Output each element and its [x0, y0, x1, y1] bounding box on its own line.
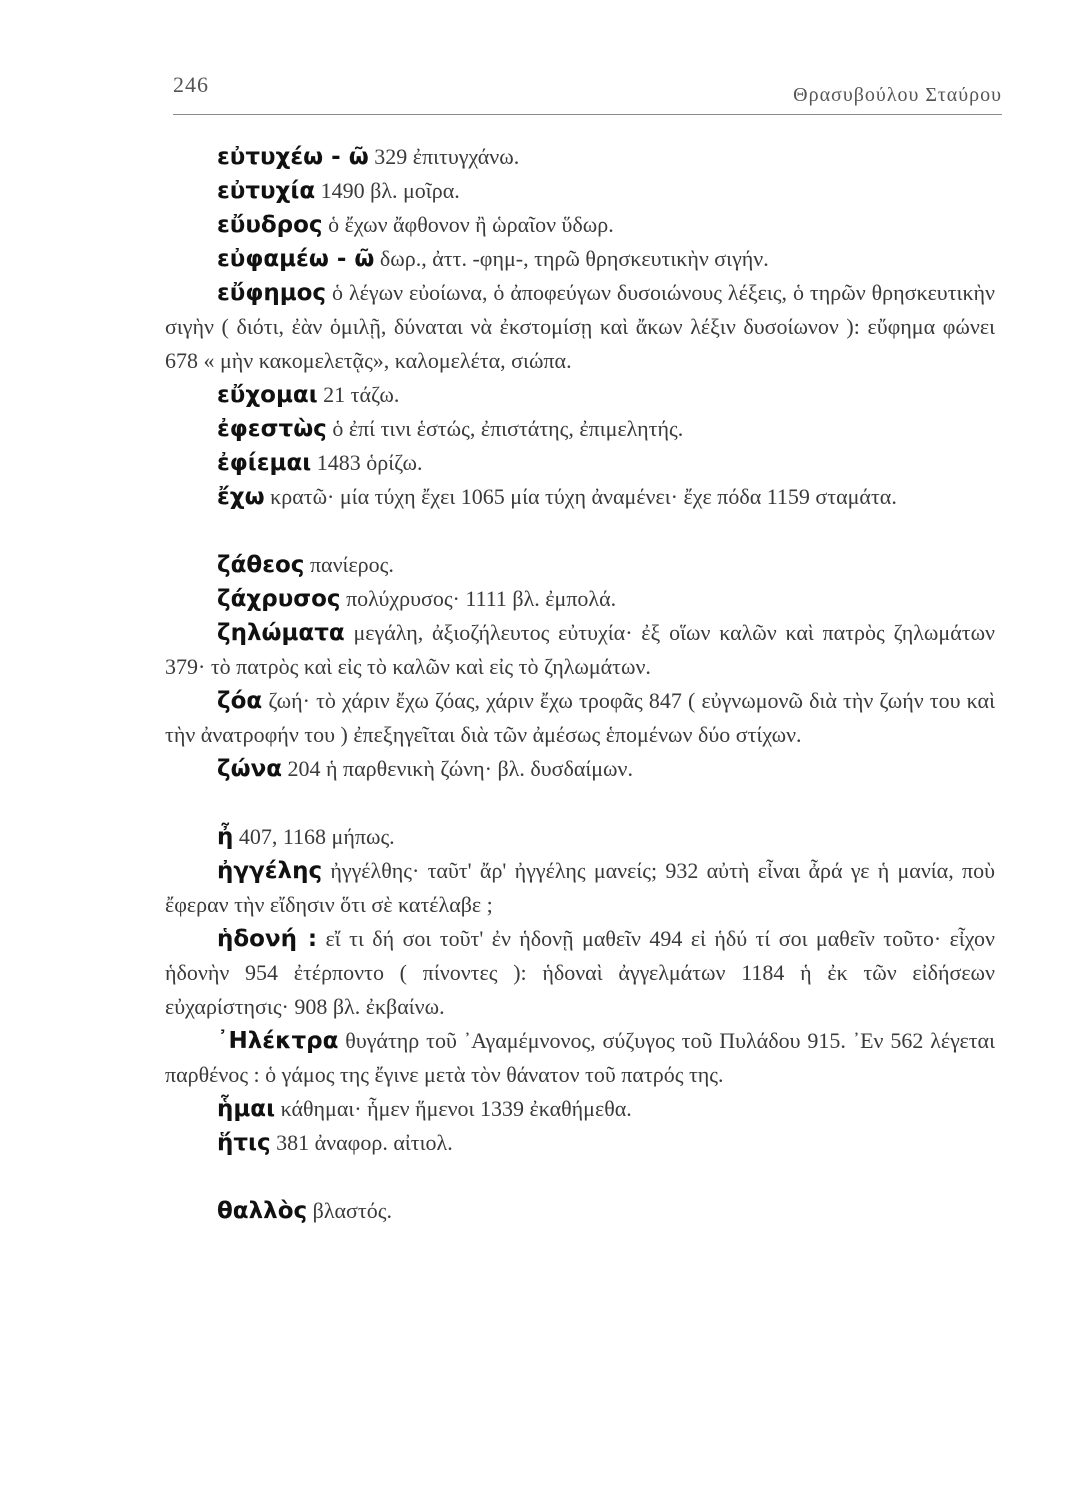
entry-zatheos: [165, 548, 995, 582]
entry-zoa: [165, 684, 995, 752]
definition: 381 ἀναφορ. αἰτιολ.: [270, 1130, 453, 1155]
entry-eggeles: [165, 854, 995, 922]
entry-echo: [165, 480, 995, 514]
definition: 204 ἡ παρθενικὴ ζώνη· βλ. δυσδαίμων.: [282, 756, 633, 781]
headword: εὐτυχία: [217, 178, 316, 204]
headword: εὐφαμέω - ῶ: [217, 246, 375, 272]
headword: ἔχω: [217, 484, 265, 510]
headword: ἥτις: [217, 1130, 271, 1156]
definition: πολύχρυσος· 1111 βλ. ἐμπολά.: [340, 586, 617, 611]
headword: ἧμαι: [217, 1096, 276, 1122]
headword: ἡδονή :: [217, 926, 318, 952]
definition: ζωή· τὸ χάριν ἔχω ζόας, χάριν ἔχω τροφᾶς 847 ( εὐγνωμονῶ διὰ τὴν ζωήν του καὶ τὴν ἀνατροφήν του ) ἐπεξηγεῖται διὰ τῶν ἀμέσως ἑπομένων δύο στίχων.: [165, 688, 995, 747]
entry-euphemos: [165, 276, 995, 378]
definition: κρατῶ· μία τύχη ἔχει 1065 μία τύχη ἀναμένει· ἔχε πόδα 1159 σταμάτα.: [264, 484, 897, 509]
glossary-body: [165, 140, 995, 1228]
entry-hemai: [165, 1092, 995, 1126]
headword: ζάχρυσος: [217, 586, 341, 612]
headword: ζάθεος: [217, 552, 305, 578]
entry-hedone: [165, 922, 995, 1024]
entry-elektra: [165, 1024, 995, 1092]
section-gap: [165, 786, 995, 820]
section-gap: [165, 1160, 995, 1194]
definition: 329 ἐπιτυγχάνω.: [368, 144, 520, 169]
definition: μεγάλη, ἀξιοζήλευτος εὐτυχία· ἐξ οἵων καλῶν καὶ πατρὸς ζηλωμάτων 379· τὸ πατρὸς καὶ εἰς τὸ καλῶν καὶ εἰς τὸ ζηλωμάτων.: [165, 620, 995, 679]
entry-euphameo: [165, 242, 995, 276]
entry-eutychia: [165, 174, 995, 208]
entry-zona: [165, 752, 995, 786]
entry-ephestos: [165, 412, 995, 446]
definition: ὁ λέγων εὐοίωνα, ὁ ἀποφεύγων δυσοιώνους λέξεις, ὁ τηρῶν θρησκευτικὴν σιγὴν ( διότι, ἐὰν ὁμιλῇ, δύναται νὰ ἐκστομίσῃ καὶ ἄκων λέξιν δυσοίωνον ): εὔφημα φώνει 678 « μὴν κακομελετᾷς», καλομελέτα, σιώπα.: [165, 280, 995, 373]
headword: ᾿Ηλέκτρα: [217, 1028, 339, 1054]
definition: δωρ., ἀττ. -φημ-, τηρῶ θρησκευτικὴν σιγήν.: [374, 246, 769, 271]
header-rule: [173, 114, 1002, 115]
definition: ἠγγέλθης· ταῦτ' ἄρ' ἠγγέλης μανείς; 932 αὐτὴ εἶναι ἆρά γε ἡ μανία, ποὺ ἔφεραν τὴν εἴδησιν ὅτι σὲ κατέλαβε ;: [165, 858, 995, 917]
definition: 1490 βλ. μοῖρα.: [315, 178, 460, 203]
entry-thallos: [165, 1194, 995, 1228]
definition: βλαστός.: [307, 1198, 392, 1223]
headword: ἠγγέλης: [217, 858, 323, 884]
entry-zachrysos: [165, 582, 995, 616]
page-number: 246: [173, 72, 209, 97]
headword: ἦ: [217, 824, 234, 850]
entry-euydros: [165, 208, 995, 242]
headword: ζηλώματα: [217, 620, 345, 646]
entry-zelomata: [165, 616, 995, 684]
definition: 1483 ὁρίζω.: [311, 450, 423, 475]
entry-euchomai: [165, 378, 995, 412]
running-head: Θρασυβούλου Σταύρου: [793, 84, 1002, 106]
headword: ζώνα: [217, 756, 283, 782]
definition: εἴ τι δή σοι τοῦτ' ἐν ἡδονῇ μαθεῖν 494 εἰ ἡδύ τί σοι μαθεῖν τοῦτο· εἶχον ἡδονὴν 954 ἐτέρποντο ( πίνοντες ): ἡδοναὶ ἀγγελμάτων 1184 ἡ ἐκ τῶν εἰδήσεων εὐχαρίστησις· 908 βλ. ἐκβαίνω.: [165, 926, 995, 1019]
definition: θυγάτηρ τοῦ ᾿Αγαμέμνονος, σύζυγος τοῦ Πυλάδου 915. ᾿Εν 562 λέγεται παρθένος : ὁ γάμος της ἔγινε μετὰ τὸν θάνατον τοῦ πατρός της.: [165, 1028, 995, 1087]
headword: θαλλὸς: [217, 1198, 308, 1224]
headword: εὔυδρος: [217, 212, 323, 238]
definition: κάθημαι· ἧμεν ἥμενοι 1339 ἐκαθήμεθα.: [275, 1096, 632, 1121]
entry-eutycheo: [165, 140, 995, 174]
entry-hetis: [165, 1126, 995, 1160]
definition: ὁ ἔχων ἄφθονον ἢ ὡραῖον ὕδωρ.: [322, 212, 614, 237]
definition: πανίερος.: [304, 552, 394, 577]
headword: εὐτυχέω - ῶ: [217, 144, 369, 170]
headword: εὔχομαι: [217, 382, 318, 408]
section-gap: [165, 514, 995, 548]
entry-e: [165, 820, 995, 854]
headword: ζόα: [217, 688, 263, 714]
headword: ἐφεστὼς: [217, 416, 327, 442]
definition: 407, 1168 μήπως.: [233, 824, 395, 849]
definition: 21 τάζω.: [317, 382, 400, 407]
definition: ὁ ἐπί τινι ἑστώς, ἐπιστάτης, ἐπιμελητής.: [326, 416, 684, 441]
headword: εὔφημος: [217, 280, 327, 306]
entry-ephiemai: [165, 446, 995, 480]
headword: ἐφίεμαι: [217, 450, 312, 476]
